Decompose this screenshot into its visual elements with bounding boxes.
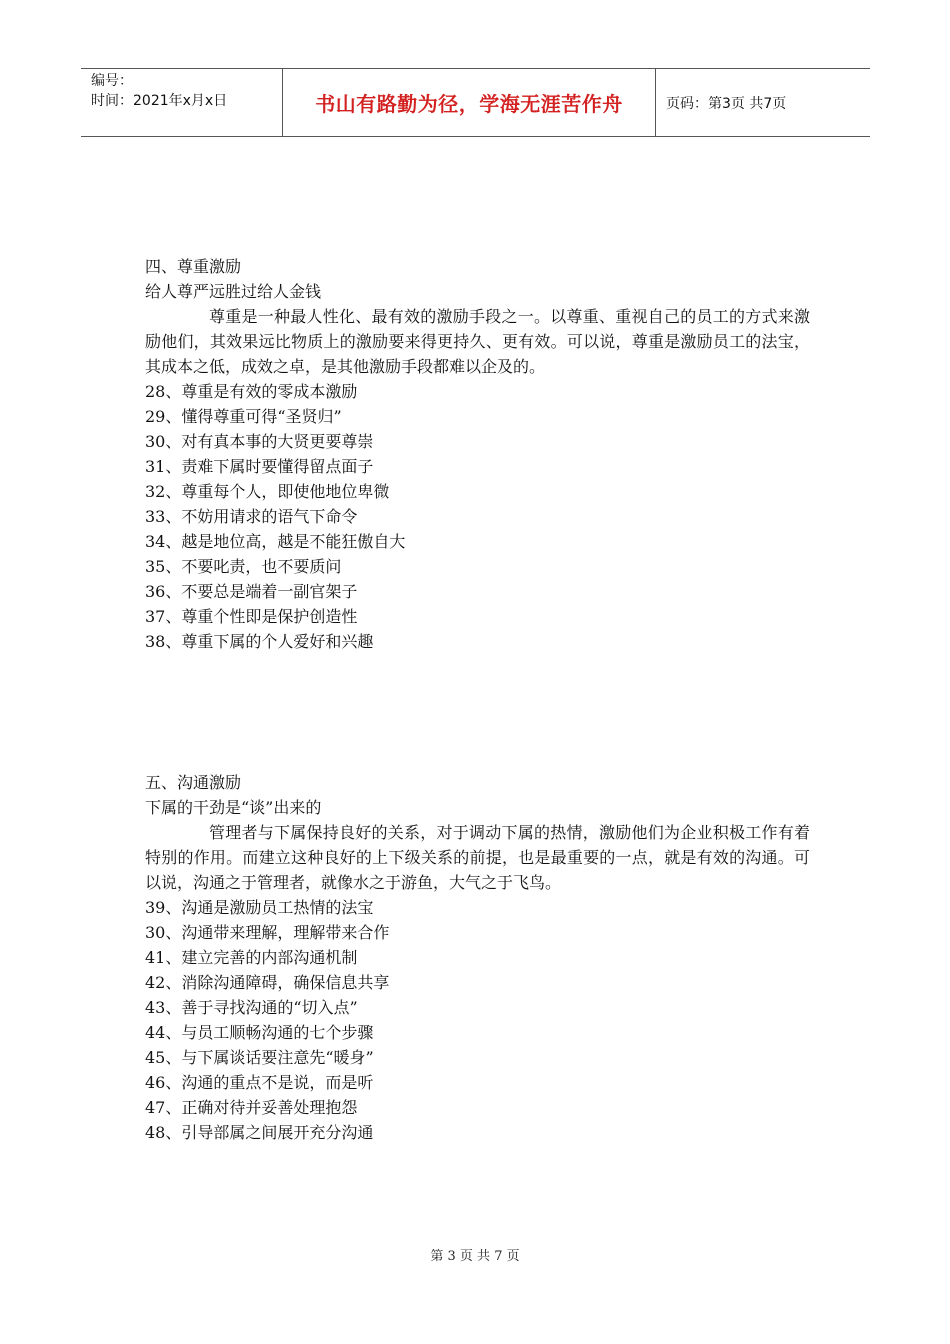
section-subtitle: 下属的干劲是“谈”出来的: [145, 798, 322, 817]
list-item: 48、引导部属之间展开充分沟通: [145, 1123, 374, 1142]
header-motto: 书山有路勤为径，学海无涯苦作舟: [283, 69, 656, 136]
header-date-label: 时间：2021年x月x日: [91, 93, 228, 109]
section-subtitle: 给人尊严远胜过给人金钱: [145, 282, 322, 301]
list-item: 41、建立完善的内部沟通机制: [145, 948, 358, 967]
list-item: 37、尊重个性即是保护创造性: [145, 607, 358, 626]
list-item: 42、消除沟通障碍，确保信息共享: [145, 973, 390, 992]
section-title: 四、尊重激励: [145, 257, 242, 276]
list-item: 28、尊重是有效的零成本激励: [145, 382, 358, 401]
list-item: 29、懂得尊重可得“圣贤归”: [145, 407, 342, 426]
page-footer: 第 3 页 共 7 页: [430, 1249, 520, 1264]
list-item: 34、越是地位高，越是不能狂傲自大: [145, 532, 406, 551]
list-item: 32、尊重每个人，即使他地位卑微: [145, 482, 390, 501]
header-meta: [81, 69, 283, 136]
list-item: 45、与下属谈话要注意先“暖身”: [145, 1048, 374, 1067]
list-item: 36、不要总是端着一副官架子: [145, 582, 358, 601]
section-paragraph: 管理者与下属保持良好的关系，对于调动下属的热情，激励他们为企业积极工作有着特别的作用。而建立这种良好的上下级关系的前提，也是最重要的一点，就是有效的沟通。可以说，沟通之于管理者，就像水之于游鱼，大气之于飞鸟。: [145, 823, 810, 892]
header-number-label: 编号：: [91, 73, 133, 89]
list-item: 31、责难下属时要懂得留点面子: [145, 457, 374, 476]
list-item: 33、不妨用请求的语气下命令: [145, 507, 358, 526]
list-item: 30、沟通带来理解，理解带来合作: [145, 923, 390, 942]
section-title: 五、沟通激励: [145, 773, 242, 792]
page-header: [81, 68, 870, 137]
list-item: 47、正确对待并妥善处理抱怨: [145, 1098, 358, 1117]
section-communication: [145, 770, 810, 1145]
section-respect: [145, 254, 810, 654]
list-item: 35、不要叱责，也不要质问: [145, 557, 342, 576]
list-item: 46、沟通的重点不是说，而是听: [145, 1073, 374, 1092]
list-item: 38、尊重下属的个人爱好和兴趣: [145, 632, 374, 651]
list-item: 39、沟通是激励员工热情的法宝: [145, 898, 374, 917]
list-item: 30、对有真本事的大贤更要尊崇: [145, 432, 374, 451]
list-item: 44、与员工顺畅沟通的七个步骤: [145, 1023, 374, 1042]
header-page-info: 页码：第3页 共7页: [666, 95, 787, 112]
section-paragraph: 尊重是一种最人性化、最有效的激励手段之一。以尊重、重视自己的员工的方式来激励他们，其效果远比物质上的激励要来得更持久、更有效。可以说，尊重是激励员工的法宝，其成本之低，成效之卓，是其他激励手段都难以企及的。: [145, 307, 810, 376]
list-item: 43、善于寻找沟通的“切入点”: [145, 998, 358, 1017]
